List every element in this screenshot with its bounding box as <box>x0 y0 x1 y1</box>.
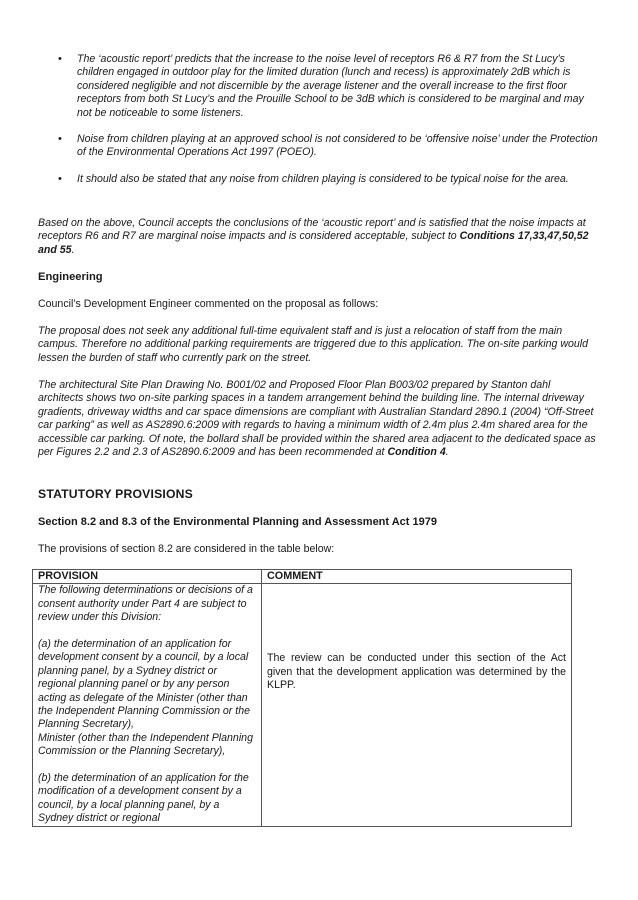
provisions-table <box>32 569 572 827</box>
statutory-provisions-heading: STATUTORY PROVISIONS <box>38 487 194 501</box>
provision-item-b: (b) the determination of an application for the modification of a development consent by a council, by a local planning panel, by a Sydney district or regional <box>38 772 249 825</box>
table-row <box>33 584 572 826</box>
comment-text: The review can be conducted under this section of the Act given that the development application was determined by the KLPP. <box>267 652 566 692</box>
table-header-row <box>33 570 572 584</box>
provision-cell <box>33 584 262 826</box>
engineering-paragraph-2 <box>38 379 598 459</box>
provision-item-a: (a) the determination of an application for development consent by a council, by a local planning panel, by a Sydney district or regional planning panel or by any person acting as delegate of the Minister (other than the Independent Planning Commission or the Planning Secretary), <box>38 638 251 731</box>
acoustic-conditions-ref: Conditions 17,33,47,50,52 and 55 <box>38 230 589 256</box>
bullet-offensive-noise: • Noise from children playing at an approved school is not considered to be ‘offensive noise’ under the Protection of the Environmental Operations Act 1997 (POEO). <box>55 133 600 160</box>
engineering-condition-ref: Condition 4 <box>387 446 446 459</box>
engineering-heading: Engineering <box>38 271 103 283</box>
acoustic-conclusion-paragraph <box>38 217 598 257</box>
header-provision: PROVISION <box>33 570 262 584</box>
engineering-paragraph-1: The proposal does not seek any additional full-time equivalent staff and is just a relocation of staff from the main campus. Therefore no additional parking requirements are triggered due to this application. The on-site parking would lessen the burden of staff who currently park on the street. <box>38 325 589 364</box>
engineering-intro: Council’s Development Engineer commented on the proposal as follows: <box>38 298 379 310</box>
engineering-paragraph-2-text: The architectural Site Plan Drawing No. B001/02 and Proposed Floor Plan B003/02 prepared by Stanton dahl architects shows two on-site parking spaces in a tandem arrangement behind the building line. The internal driveway gradients, driveway widths and car space dimensions are compliant with Australian Standard 2890.1 (2004) “Off-Street car parking” as well as AS2890.6:2009 with regards to having a minimum width of 2.4m plus 2.4m shared area for the accessible car parking. Of note, the bollard shall be provided within the shared area adjacent to the dedicated space as per Figures 2.2 and 2.3 of AS2890.6:2009 and has been recommended at <box>38 379 596 459</box>
provision-minister-note: Minister (other than the Independent Planning Commission or the Planning Secretary), <box>38 731 253 758</box>
bullet-typical-noise: • It should also be stated that any noise from children playing is considered to be typical noise for the area. <box>55 173 600 186</box>
acoustic-bullet-list <box>55 53 600 199</box>
section-heading: Section 8.2 and 8.3 of the Environmental Planning and Assessment Act 1979 <box>38 516 437 528</box>
header-comment: COMMENT <box>262 570 572 584</box>
provision-intro: The following determinations or decisions of a consent authority under Part 4 are subject to review under this Division: <box>38 584 253 624</box>
provisions-intro: The provisions of section 8.2 are considered in the table below: <box>38 543 335 555</box>
engineering-paragraph-2-end: . <box>445 446 449 459</box>
acoustic-conclusion-text: Based on the above, Council accepts the conclusions of the ‘acoustic report’ and is satisfied that the noise impacts at receptors R6 and R7 are marginal noise impacts and is considered acceptable, subject to <box>38 217 586 243</box>
comment-cell <box>262 584 572 826</box>
acoustic-conclusion-end: . <box>71 243 75 256</box>
bullet-acoustic-report: • The ‘acoustic report’ predicts that the increase to the noise level of receptors R6 & R7 from the St Lucy’s children engaged in outdoor play for the limited duration (lunch and recess) is approximately 2dB which is considered negligible and not discernible by the average listener and the overall increase to the first floor receptors from both St Lucy’s and the Prouille School to be 3dB which is considered to be marginal and may not be noticeable to some listeners. <box>55 53 600 120</box>
